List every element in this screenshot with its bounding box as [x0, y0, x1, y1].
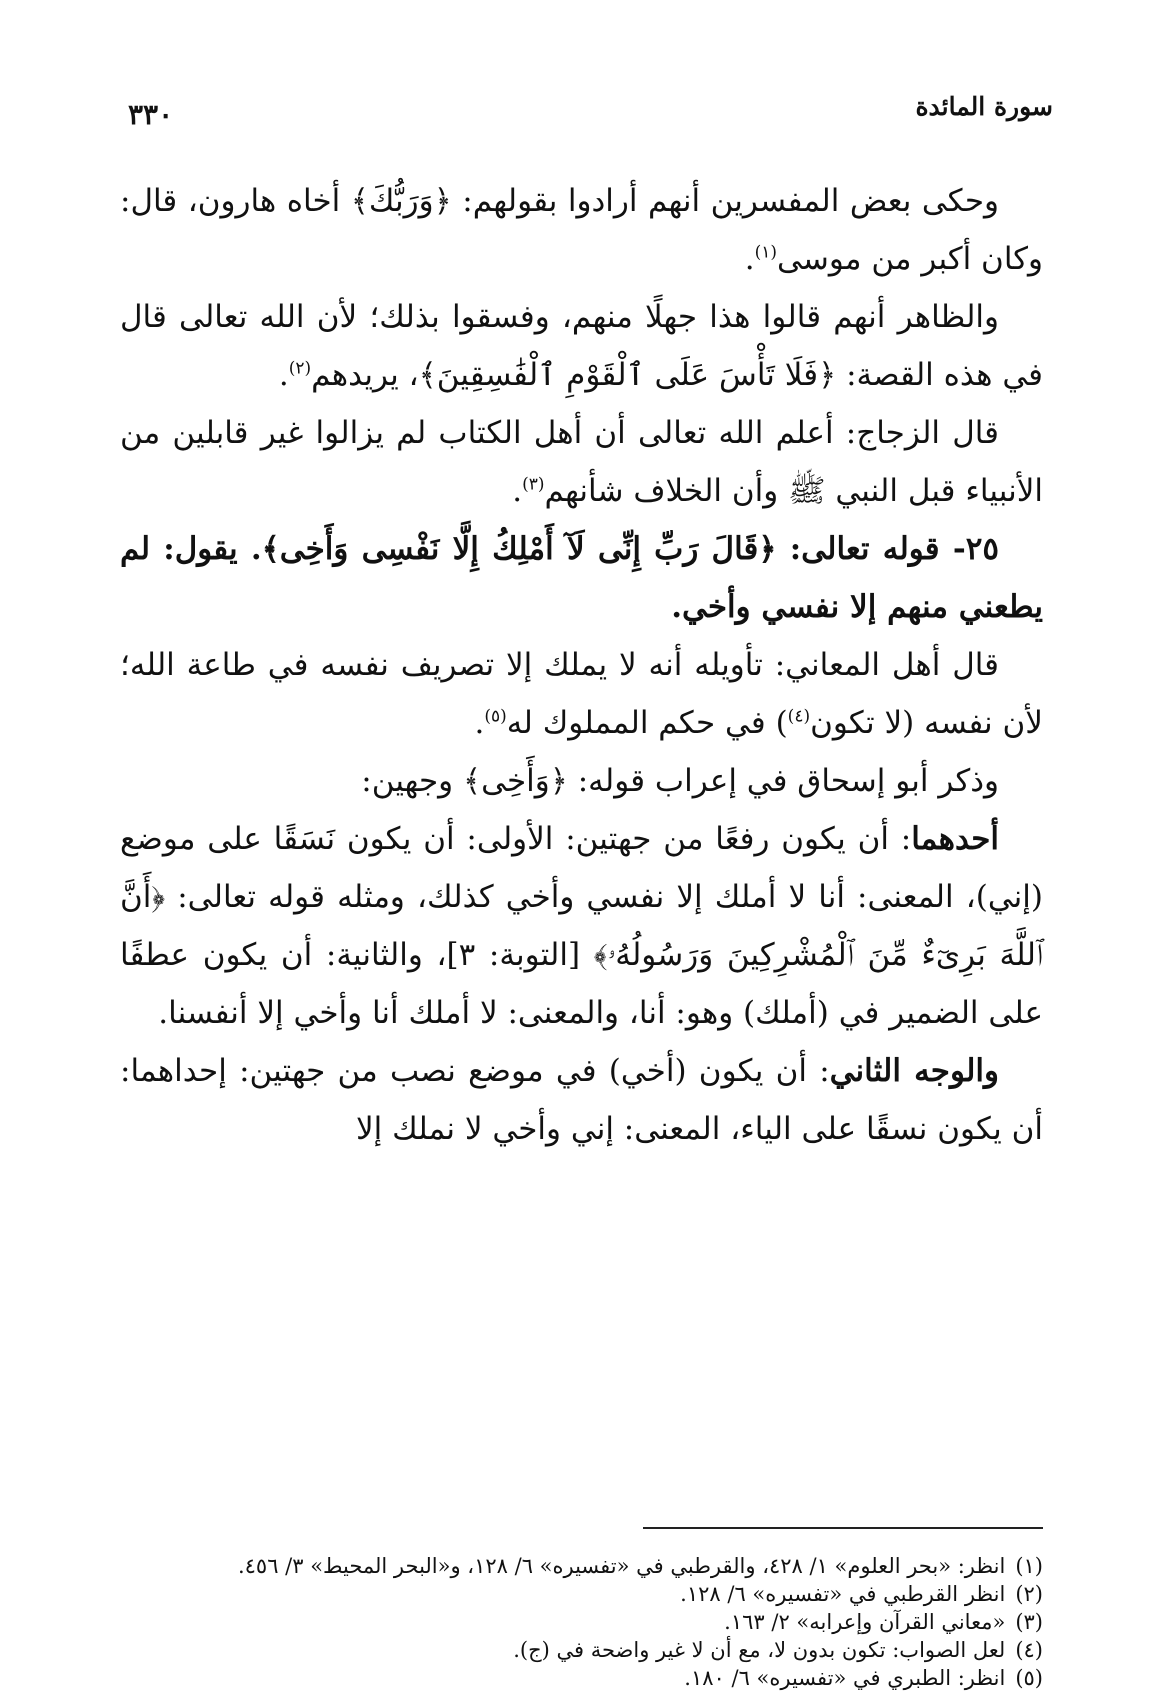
footnote-ref: (٣)	[522, 474, 545, 495]
footnote-ref: (٤)	[787, 706, 811, 727]
paragraph-end: .	[744, 241, 755, 277]
paragraph-1	[120, 172, 1043, 288]
footnote-number: (٣)	[1015, 1610, 1043, 1634]
paragraph-2	[120, 288, 1043, 404]
footnote-number: (٥)	[1015, 1666, 1043, 1690]
paragraph-text: : أن يكون رفعًا من جهتين: الأولى: أن يكون نَسَقًا على موضع (إني)، المعنى: أنا لا أملك إلا نفسي وأخي كذلك، ومثله قوله تعالى: ﴿أَنَّ ٱللَّهَ بَرِىٓءٌ مِّنَ ٱلْمُشْرِكِينَ وَرَسُولُهُۥ﴾ [التوبة: ٣]، والثانية: أن يكون عطفًا على الضمير في (أملك) وهو: أنا، والمعنى: لا أملك أنا وأخي إلا أنفسنا.	[120, 821, 1043, 1031]
running-header	[110, 86, 1053, 136]
paragraph-text: : أن يكون (أخي) في موضع نصب من جهتين: إحداهما: أن يكون نسقًا على الياء، المعنى: إني وأخي لا نملك إلا	[120, 1053, 1043, 1147]
footnote-5	[120, 1664, 1043, 1692]
footnote-ref: (٢)	[288, 358, 312, 379]
paragraph-7	[120, 810, 1043, 1042]
paragraph-text: قال أهل المعاني: تأويله أنه لا يملك إلا تصريف نفسه في طاعة الله؛ لأن نفسه (لا تكون	[120, 647, 1043, 741]
footnote-2	[120, 1580, 1043, 1608]
surah-title: سورة المائدة	[915, 92, 1053, 121]
footnotes	[120, 1552, 1043, 1692]
page-number: ٣٣٠	[128, 98, 174, 131]
footnote-text: انظر القرطبي في «تفسيره» ٦/ ١٢٨.	[680, 1582, 1006, 1606]
verse-heading: ٢٥- قوله تعالى: ﴿قَالَ رَبِّ إِنِّى لَآ أَمْلِكُ إِلَّا نَفْسِى وَأَخِى﴾.	[250, 531, 1000, 567]
paragraph-text: قال الزجاج: أعلم الله تعالى أن أهل الكتاب لم يزالوا غير قابلين من الأنبياء قبل النبي ﷺ وأن الخلاف شأنهم	[120, 415, 1043, 509]
footnote-number: (١)	[1015, 1554, 1043, 1578]
paragraph-6	[120, 752, 1043, 810]
section-lead: والوجه الثاني	[829, 1053, 999, 1089]
footnote-1	[120, 1552, 1043, 1580]
footnote-3	[120, 1608, 1043, 1636]
paragraph-text: وذكر أبو إسحاق في إعراب قوله: ﴿وَأَخِى﴾ وجهين:	[361, 763, 999, 799]
footnote-text: انظر: الطبري في «تفسيره» ٦/ ١٨٠.	[684, 1666, 1006, 1690]
paragraph-end: .	[512, 473, 523, 509]
footnote-text: «معاني القرآن وإعرابه» ٢/ ١٦٣.	[724, 1610, 1006, 1634]
paragraph-5	[120, 636, 1043, 752]
footnote-divider	[643, 1527, 1043, 1529]
paragraph-8	[120, 1042, 1043, 1158]
main-text	[120, 172, 1043, 1158]
paragraph-text: والظاهر أنهم قالوا هذا جهلًا منهم، وفسقوا بذلك؛ لأن الله تعالى قال في هذه القصة: ﴿فَلَا تَأْسَ عَلَى ٱلْقَوْمِ ٱلْفَٰسِقِينَ﴾، يريدهم	[120, 299, 1043, 393]
footnote-number: (٤)	[1015, 1638, 1043, 1662]
footnote-number: (٢)	[1015, 1582, 1043, 1606]
paragraph-4	[120, 520, 1043, 636]
paragraph-text: ) في حكم المملوك له	[506, 705, 788, 741]
paragraph-end: .	[474, 705, 485, 741]
footnote-text: انظر: «بحر العلوم» ١/ ٤٢٨، والقرطبي في «تفسيره» ٦/ ١٢٨، و«البحر المحيط» ٣/ ٤٥٦.	[237, 1554, 1006, 1578]
paragraph-text: يقول: لم يطعني منهم إلا نفسي وأخي.	[120, 531, 1043, 625]
footnote-ref: (١)	[754, 242, 778, 263]
footnote-text: لعل الصواب: تكون بدون لا، مع أن لا غير واضحة في (ج).	[513, 1638, 1006, 1662]
paragraph-3	[120, 404, 1043, 520]
section-lead: أحدهما	[911, 821, 999, 857]
paragraph-text: وحكى بعض المفسرين أنهم أرادوا بقولهم: ﴿وَرَبُّكَ﴾ أخاه هارون، قال: وكان أكبر من موسى	[120, 183, 1043, 277]
footnote-4	[120, 1636, 1043, 1664]
paragraph-end: .	[278, 357, 289, 393]
footnote-ref: (٥)	[484, 706, 507, 727]
